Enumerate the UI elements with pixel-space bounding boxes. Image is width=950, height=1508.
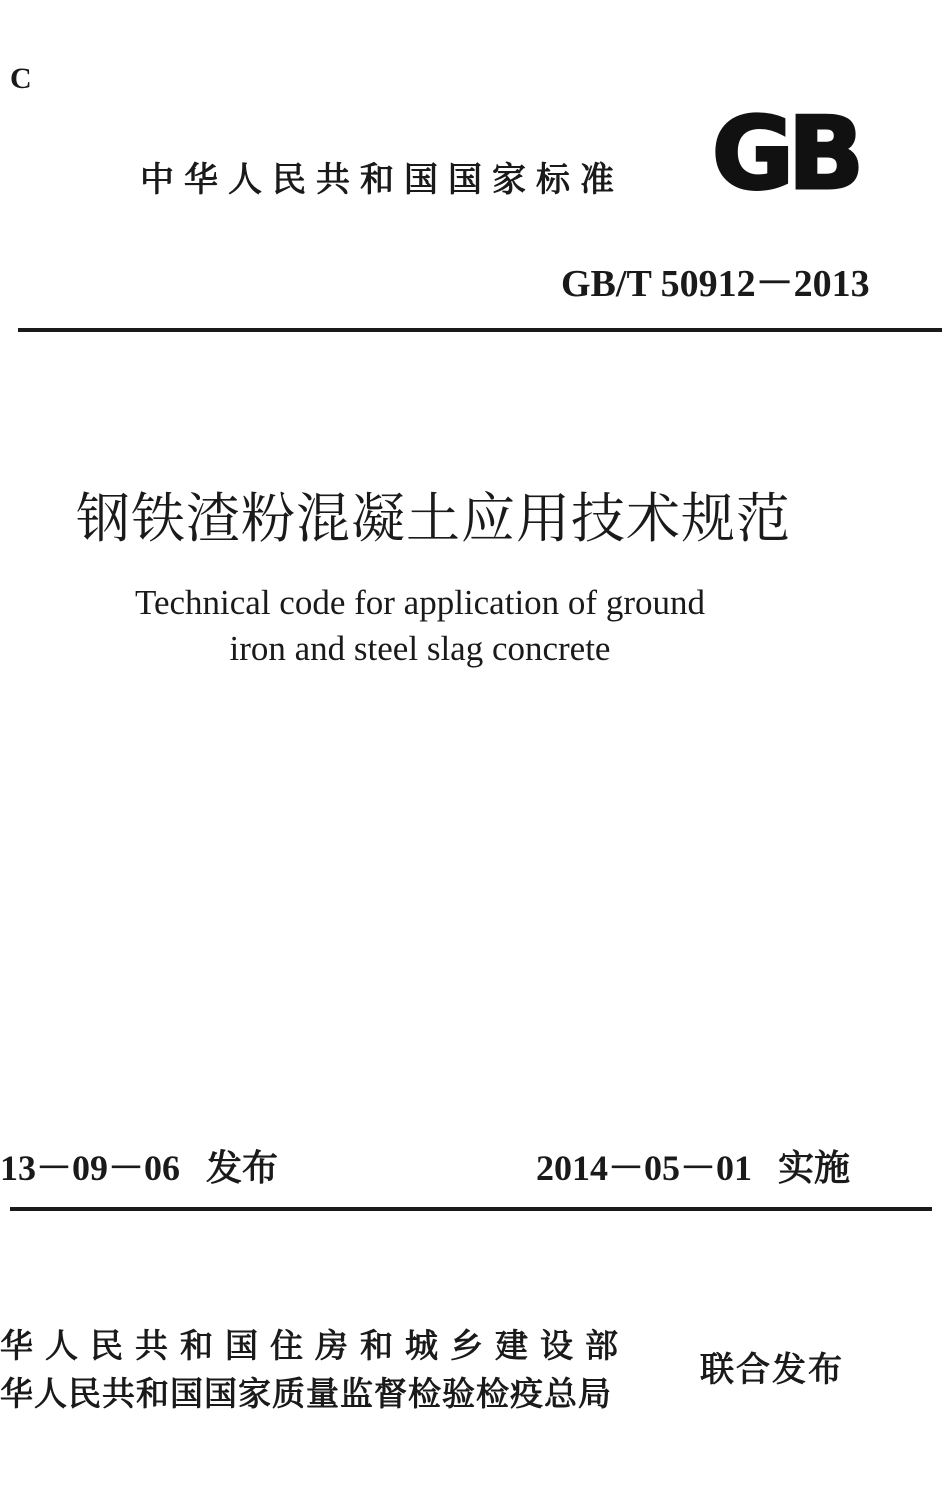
- title-chinese: 钢铁渣粉混凝土应用技术规范: [76, 487, 791, 550]
- corner-letter: C: [10, 62, 32, 95]
- issue-date-line: [0, 1140, 278, 1191]
- issue-label: 发布: [206, 1148, 279, 1189]
- joint-publish-label: 联合发布: [700, 1350, 844, 1390]
- bottom-divider: [10, 1207, 932, 1211]
- gb-logo-text: GB: [711, 104, 859, 198]
- standard-code: GB/T 50912－2013: [561, 263, 870, 305]
- implement-date: 2014－05－01: [536, 1148, 753, 1188]
- implement-label: 实施: [778, 1148, 851, 1189]
- issue-date: 13－09－06: [0, 1148, 181, 1188]
- publisher-aqsiq: 华人民共和国国家质量监督检验检疫总局: [0, 1374, 612, 1413]
- national-standard-heading: 中华人民共和国国家标准: [140, 160, 624, 200]
- top-divider: [18, 328, 942, 332]
- publisher-ministry: 华人民共和国住房和城乡建设部: [0, 1326, 630, 1365]
- gb-logo: [692, 104, 878, 198]
- implement-date-line: [536, 1140, 850, 1191]
- title-english: Technical code for application of ground iron and steel slag concrete: [135, 583, 705, 668]
